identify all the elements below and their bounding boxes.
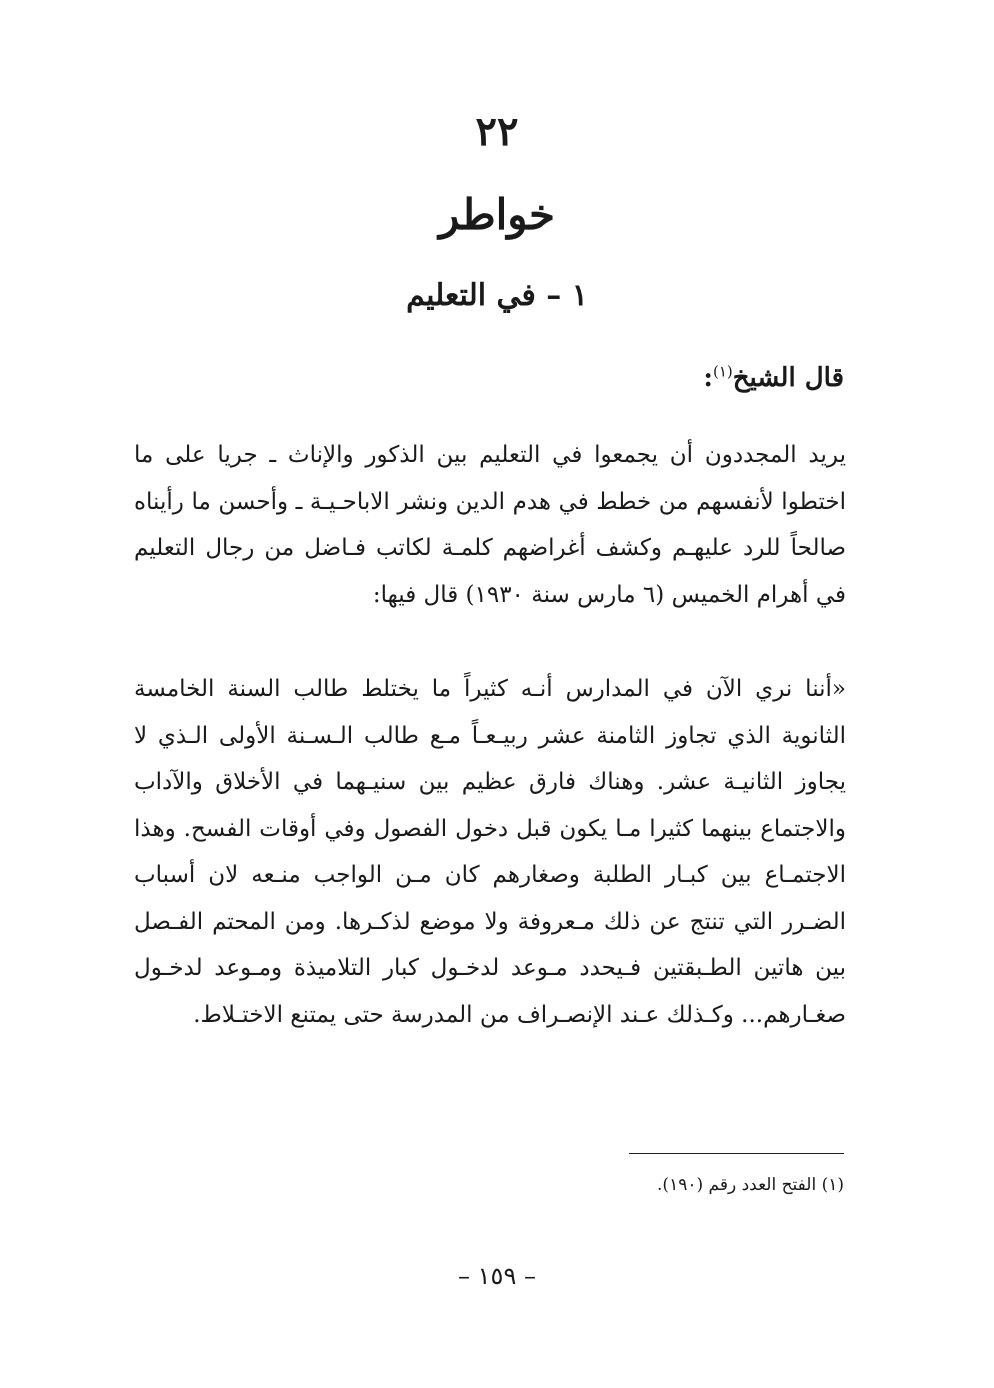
footnote-divider bbox=[629, 1153, 844, 1154]
quoted-paragraph: «أننا نري الآن في المدارس أنـه كثيراً ما يختلط طالب السنة الخامسة الثانوية الذي تجاوز الثامنة عشر ربيـعـاً مـع طالب الـسـنة الأولى الـذي لا يجاوز الثانيـة عشر. وهناك فارق عظيم بين سنيـهما في الأخلاق والآداب والاجتماع بينهما كثيرا مـا يكون قبل دخول الفصول وفي أوقات الفسح. وهذا الاجتمـاع بين كبـار الطلبة وصغارهم كان مـن الواجب منـعه لان أسباب الضـرر التي تنتج عن ذلك مـعروفة ولا موضع لذكـرها. ومن المحتم الفـصل بين هاتين الطـبقتين فـيحدد مـوعد لدخـول كبار التلاميذة ومـوعد لدخـول صغـارهم... وكـذلك عـند الإنصـراف من المدرسة حتى يمتنع الاختـلاط. bbox=[134, 676, 846, 1028]
speaker-heading bbox=[144, 362, 844, 396]
speaker-colon: : bbox=[703, 363, 713, 393]
footnote-reference: (١) bbox=[712, 362, 733, 381]
chapter-title: خواطر bbox=[439, 190, 555, 239]
chapter-number: ٢٢ bbox=[475, 108, 519, 155]
footnote: (١) الفتح العدد رقم (١٩٠). bbox=[657, 1175, 844, 1195]
page-number: – ١٥٩ – bbox=[458, 1262, 536, 1290]
intro-paragraph: يريد المجددون أن يجمعوا في التعليم بين الذكور والإناث ـ جريا على ما اختطوا لأنفسهم من خطط في هدم الدين ونشر الاباحـيـة ـ وأحسن ما رأيناه صالحاً للرد عليهـم وكشف أغراضهم كلمـة لكاتب فـاضل من رجال التعليم في أهرام الخميس (٦ مارس سنة ١٩٣٠) قال فيها: bbox=[134, 442, 846, 608]
speaker-label: قال الشيخ bbox=[732, 363, 844, 393]
section-title: ١ – في التعليم bbox=[406, 278, 588, 313]
